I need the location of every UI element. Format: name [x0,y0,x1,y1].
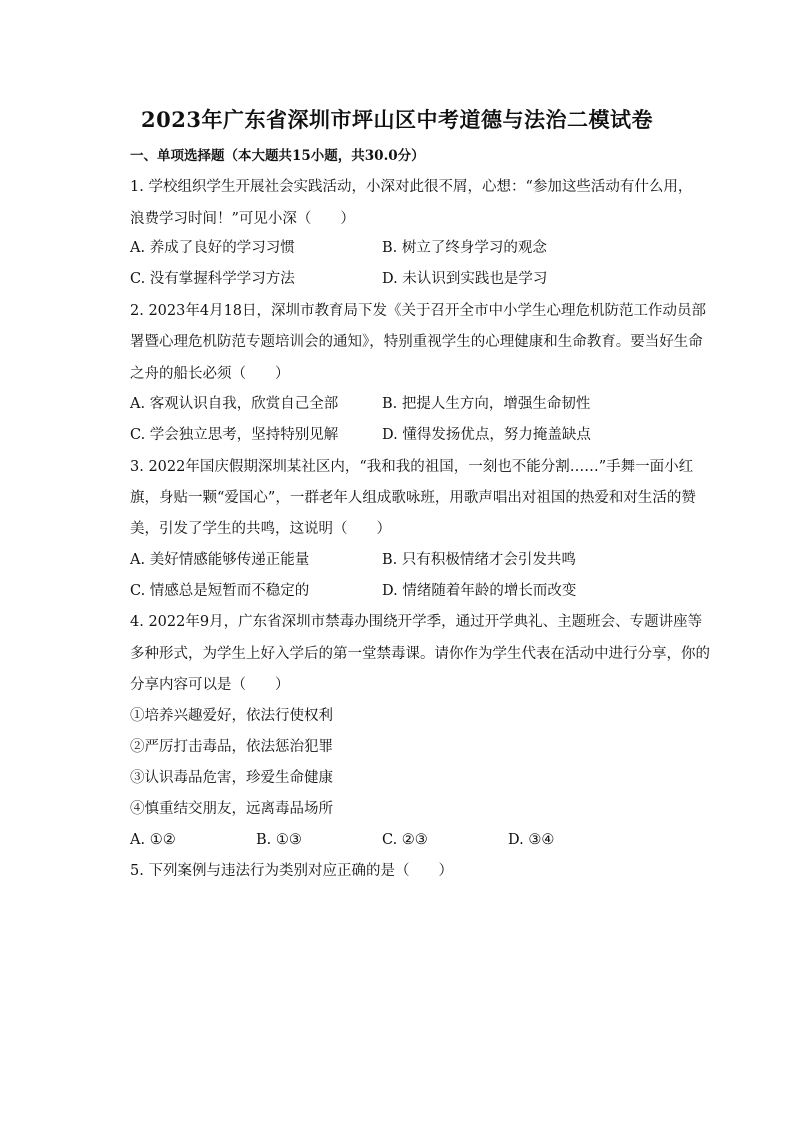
q4-stem-line-1: 4. 2022年9月，广东省深圳市禁毒办围绕开学季，通过开学典礼、主题班会、专题讲座等 [130,614,703,630]
q1-option-c: C. 没有掌握科学学习方法 [130,271,295,287]
q3-stem-line-3: 美，引发了学生的共鸣，这说明（ ） [130,521,391,537]
q2-stem-line-1: 2. 2023年4月18日，深圳市教育局下发《关于召开全市中小学生心理危机防范工作动员部 [130,303,707,319]
q4-statement-4: ④慎重结交朋友，远离毒品场所 [130,801,333,817]
q4-option-d: D. ③④ [508,832,555,848]
q2-stem-line-2: 署暨心理危机防范专题培训会的通知》，特别重视学生的心理健康和生命教育。要当好生命 [130,334,703,350]
q4-statement-3: ③认识毒品危害，珍爱生命健康 [130,770,333,786]
q4-stem-line-2: 多种形式，为学生上好入学后的第一堂禁毒课。请你作为学生代表在活动中进行分享，你的 [130,646,710,662]
q3-stem-line-2: 旗，身贴一颗“爱国心”，一群老年人组成歌咏班，用歌声唱出对祖国的热爱和对生活的赞 [130,490,696,506]
q4-statement-1: ①培养兴趣爱好，依法行使权利 [130,708,333,724]
section-header: 一、单项选择题（本大题共15小题，共30.0分） [130,148,425,164]
q2-option-b: B. 把提人生方向，增强生命韧性 [382,396,591,412]
q4-option-b: B. ①③ [256,832,302,848]
q2-option-c: C. 学会独立思考，坚持特别见解 [130,427,339,443]
q1-option-d: D. 未认识到实践也是学习 [382,271,548,287]
q3-option-b: B. 只有积极情绪才会引发共鸣 [382,552,576,568]
q2-option-a: A. 客观认识自我，欣赏自己全部 [130,396,339,412]
q2-option-d: D. 懂得发扬优点，努力掩盖缺点 [382,427,591,443]
q4-stem-line-3: 分享内容可以是（ ） [130,677,290,693]
q5-stem-line-1: 5. 下列案例与违法行为类别对应正确的是（ ） [130,863,453,879]
q3-option-a: A. 美好情感能够传递正能量 [130,552,310,568]
q3-option-d: D. 情绪随着年龄的增长而改变 [382,583,577,599]
page-title: 2023年广东省深圳市坪山区中考道德与法治二模试卷 [141,107,653,132]
q2-stem-line-3: 之舟的船长必须（ ） [130,366,290,382]
q1-stem-line-2: 浪费学习时间！”可见小深（ ） [130,211,355,227]
q1-stem-line-1: 1. 学校组织学生开展社会实践活动，小深对此很不屑，心想：“参加这些活动有什么用， [130,179,693,195]
q1-option-b: B. 树立了终身学习的观念 [382,240,547,256]
q1-option-a: A. 养成了良好的学习习惯 [130,240,295,256]
q4-option-a: A. ①② [130,832,176,848]
q3-option-c: C. 情感总是短暂而不稳定的 [130,583,310,599]
q3-stem-line-1: 3. 2022年国庆假期深圳某社区内，“我和我的祖国，一刻也不能分割……”手舞一面小红 [130,459,694,475]
q4-statement-2: ②严厉打击毒品，依法惩治犯罪 [130,739,333,755]
q4-option-c: C. ②③ [382,832,428,848]
